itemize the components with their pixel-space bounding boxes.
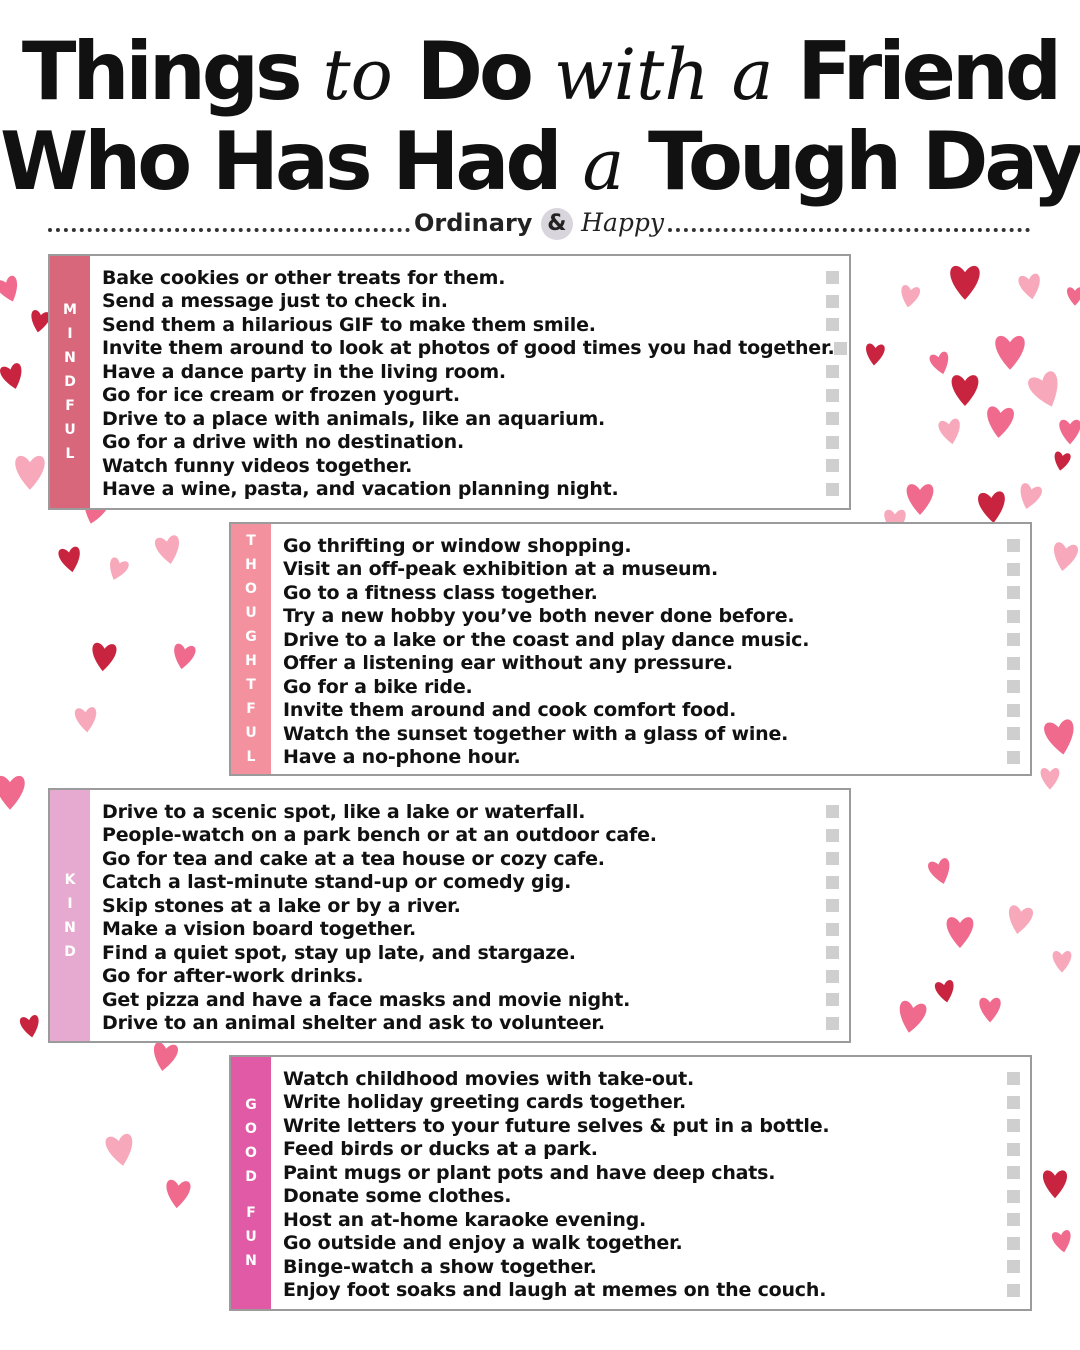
list-item-text: Write holiday greeting cards together. bbox=[283, 1091, 686, 1114]
section-tab-kind bbox=[50, 790, 90, 1041]
list-item bbox=[102, 478, 839, 502]
list-item bbox=[283, 1067, 1020, 1091]
list-item bbox=[283, 746, 1020, 770]
list-item bbox=[102, 337, 839, 361]
list-item bbox=[283, 1114, 1020, 1138]
heart-icon bbox=[907, 484, 934, 515]
list-item bbox=[283, 1161, 1020, 1185]
list-item bbox=[283, 1232, 1020, 1256]
heart-icon bbox=[150, 1041, 179, 1073]
tab-letter: T bbox=[246, 677, 256, 693]
checkbox[interactable] bbox=[1007, 704, 1020, 717]
list-item bbox=[283, 722, 1020, 746]
list-item bbox=[283, 652, 1020, 676]
title-line2-part: Tough Day bbox=[624, 115, 1080, 208]
title-line1-part: Things bbox=[21, 25, 323, 118]
checkbox[interactable] bbox=[1007, 563, 1020, 576]
list-item bbox=[102, 313, 839, 337]
tab-letter: T bbox=[246, 533, 256, 549]
heart-icon bbox=[865, 343, 886, 366]
heart-icon bbox=[995, 336, 1024, 370]
checklist-good-fun bbox=[283, 1067, 1020, 1302]
checkbox[interactable] bbox=[826, 946, 839, 959]
tab-letter: H bbox=[245, 653, 257, 669]
list-item-text: Binge-watch a show together. bbox=[283, 1255, 597, 1278]
checkbox[interactable] bbox=[1007, 610, 1020, 623]
list-item-text: People-watch on a park bench or at an outdoor cafe. bbox=[102, 824, 657, 847]
heart-icon bbox=[896, 1000, 928, 1035]
tab-letter: F bbox=[65, 398, 75, 414]
tab-letter: D bbox=[64, 943, 76, 960]
tab-letter: L bbox=[65, 446, 75, 462]
checkbox[interactable] bbox=[1007, 1190, 1020, 1203]
list-item bbox=[102, 290, 839, 314]
list-item bbox=[283, 628, 1020, 652]
tab-letter: I bbox=[67, 895, 73, 912]
list-item-text: Go thrifting or window shopping. bbox=[283, 534, 632, 557]
tab-letter: D bbox=[245, 1169, 257, 1185]
list-item-text: Catch a last-minute stand-up or comedy gig. bbox=[102, 871, 572, 894]
section-tab-good-fun bbox=[231, 1057, 271, 1309]
list-item-text: Find a quiet spot, stay up late, and stargaze. bbox=[102, 941, 576, 964]
list-item-text: Go outside and enjoy a walk together. bbox=[283, 1232, 683, 1255]
tab-letter: F bbox=[246, 701, 256, 717]
title-line-1 bbox=[0, 25, 1080, 118]
list-item-text: Go for a drive with no destination. bbox=[102, 431, 464, 454]
checkbox[interactable] bbox=[1007, 680, 1020, 693]
heart-icon bbox=[985, 406, 1014, 439]
list-item-text: Feed birds or ducks at a park. bbox=[283, 1138, 598, 1161]
list-item bbox=[102, 941, 839, 965]
list-item-text: Bake cookies or other treats for them. bbox=[102, 266, 506, 289]
list-item-text: Go for a bike ride. bbox=[283, 675, 473, 698]
checkbox[interactable] bbox=[826, 993, 839, 1006]
list-item-text: Enjoy foot soaks and laugh at memes on the couch. bbox=[283, 1279, 827, 1302]
list-item-text: Offer a listening ear without any pressure. bbox=[283, 652, 733, 675]
checkbox[interactable] bbox=[826, 852, 839, 865]
list-item-text: Watch funny videos together. bbox=[102, 454, 413, 477]
list-item-text: Donate some clothes. bbox=[283, 1185, 512, 1208]
heart-icon bbox=[979, 998, 1000, 1023]
checkbox[interactable] bbox=[826, 459, 839, 472]
tab-letter: O bbox=[245, 1145, 257, 1161]
list-item-text: Invite them around and cook comfort food. bbox=[283, 699, 737, 722]
tab-letter: O bbox=[245, 581, 257, 597]
heart-icon bbox=[105, 1133, 137, 1168]
title-line1-part: to bbox=[322, 34, 393, 116]
list-item bbox=[102, 871, 839, 895]
checkbox[interactable] bbox=[826, 412, 839, 425]
checkbox[interactable] bbox=[826, 318, 839, 331]
checklist-thoughtful bbox=[283, 534, 1020, 769]
section-thoughtful bbox=[229, 522, 1032, 776]
tab-letter: K bbox=[64, 871, 76, 888]
dotted-divider-right bbox=[668, 228, 1030, 232]
checkbox[interactable] bbox=[826, 365, 839, 378]
tab-letter: F bbox=[246, 1205, 256, 1221]
list-item-text: Drive to a lake or the coast and play dance music. bbox=[283, 628, 810, 651]
title-line1-part: Do bbox=[392, 25, 554, 118]
heart-icon bbox=[0, 275, 23, 306]
tab-letter: U bbox=[64, 422, 76, 438]
checkbox[interactable] bbox=[1007, 586, 1020, 599]
list-item bbox=[102, 407, 839, 431]
tab-letter: H bbox=[245, 557, 257, 573]
checkbox[interactable] bbox=[1007, 1213, 1020, 1226]
heart-icon bbox=[154, 534, 183, 566]
checkbox[interactable] bbox=[1007, 751, 1020, 764]
brand-name-script: Happy bbox=[581, 208, 664, 237]
heart-icon bbox=[1043, 1170, 1067, 1198]
section-kind bbox=[48, 788, 851, 1043]
heart-icon bbox=[0, 776, 25, 810]
tab-letter: U bbox=[245, 1229, 257, 1245]
checkbox[interactable] bbox=[826, 899, 839, 912]
tab-letter: O bbox=[245, 1121, 257, 1137]
checkbox[interactable] bbox=[826, 970, 839, 983]
list-item bbox=[102, 800, 839, 824]
heart-icon bbox=[1053, 951, 1072, 973]
tab-letter: N bbox=[64, 919, 76, 936]
checkbox[interactable] bbox=[1007, 1119, 1020, 1132]
heart-icon bbox=[1018, 273, 1043, 301]
list-item-text: Send a message just to check in. bbox=[102, 290, 448, 313]
list-item-text: Have a no-phone hour. bbox=[283, 746, 521, 769]
brand-logo bbox=[410, 208, 668, 240]
checkbox[interactable] bbox=[1007, 1237, 1020, 1250]
checkbox[interactable] bbox=[1007, 1143, 1020, 1156]
list-item bbox=[102, 824, 839, 848]
checkbox[interactable] bbox=[834, 342, 847, 355]
tab-letter: G bbox=[245, 1097, 257, 1113]
heart-icon bbox=[1051, 1229, 1073, 1254]
heart-icon bbox=[899, 284, 921, 309]
checkbox[interactable] bbox=[1007, 1166, 1020, 1179]
list-item bbox=[102, 266, 839, 290]
list-item bbox=[102, 894, 839, 918]
list-item bbox=[102, 431, 839, 455]
brand-ampersand-badge: & bbox=[541, 208, 573, 240]
checkbox[interactable] bbox=[826, 1017, 839, 1030]
list-item bbox=[283, 1279, 1020, 1303]
checkbox[interactable] bbox=[1007, 727, 1020, 740]
heart-icon bbox=[938, 418, 963, 446]
heart-icon bbox=[15, 456, 44, 490]
checkbox[interactable] bbox=[826, 295, 839, 308]
checkbox[interactable] bbox=[1007, 1072, 1020, 1085]
list-item-text: Get pizza and have a face masks and movie night. bbox=[102, 988, 631, 1011]
heart-icon bbox=[952, 375, 979, 406]
tab-letter: G bbox=[245, 629, 257, 645]
checkbox[interactable] bbox=[826, 483, 839, 496]
list-item-text: Skip stones at a lake or by a river. bbox=[102, 894, 461, 917]
checkbox[interactable] bbox=[1007, 1260, 1020, 1273]
heart-icon bbox=[58, 546, 83, 574]
list-item-text: Send them a hilarious GIF to make them smile. bbox=[102, 313, 596, 336]
list-item-text: Watch the sunset together with a glass of wine. bbox=[283, 722, 789, 745]
tab-letter: L bbox=[246, 749, 256, 765]
brand-name: Ordinary bbox=[414, 209, 533, 237]
tab-letter: N bbox=[64, 350, 76, 366]
list-item-text: Watch childhood movies with take-out. bbox=[283, 1067, 694, 1090]
checkbox[interactable] bbox=[826, 436, 839, 449]
list-item-text: Paint mugs or plant pots and have deep chats. bbox=[283, 1161, 776, 1184]
list-item bbox=[102, 847, 839, 871]
heart-icon bbox=[105, 556, 130, 583]
list-item-text: Go to a fitness class together. bbox=[283, 581, 598, 604]
heart-icon bbox=[1050, 541, 1079, 573]
checklist-kind bbox=[102, 800, 839, 1035]
heart-icon bbox=[1067, 287, 1080, 306]
tab-letter: U bbox=[245, 605, 257, 621]
list-item-text: Write letters to your future selves & put in a bottle. bbox=[283, 1114, 830, 1137]
list-item bbox=[102, 360, 839, 384]
list-item-text: Drive to a scenic spot, like a lake or waterfall. bbox=[102, 800, 586, 823]
list-item bbox=[102, 384, 839, 408]
list-item-text: Drive to a place with animals, like an aquarium. bbox=[102, 407, 606, 430]
section-good-fun bbox=[229, 1055, 1032, 1311]
list-item bbox=[102, 918, 839, 942]
heart-icon bbox=[1016, 482, 1043, 511]
checkbox[interactable] bbox=[1007, 539, 1020, 552]
list-item bbox=[283, 581, 1020, 605]
checkbox[interactable] bbox=[826, 876, 839, 889]
heart-icon bbox=[165, 1179, 191, 1209]
list-item-text: Have a dance party in the living room. bbox=[102, 360, 506, 383]
heart-icon bbox=[947, 917, 974, 948]
heart-icon bbox=[0, 362, 26, 391]
checkbox[interactable] bbox=[826, 805, 839, 818]
heart-icon bbox=[929, 351, 953, 377]
title-line1-part: Friend bbox=[773, 25, 1059, 118]
title-line2-part: a bbox=[582, 124, 625, 206]
heart-icon bbox=[978, 491, 1007, 524]
list-item bbox=[283, 1185, 1020, 1209]
checkbox[interactable] bbox=[1007, 1096, 1020, 1109]
heart-icon bbox=[171, 643, 196, 671]
section-mindful bbox=[48, 254, 851, 510]
heart-icon bbox=[1043, 718, 1078, 757]
dotted-divider-left bbox=[48, 228, 410, 232]
checkbox[interactable] bbox=[1007, 657, 1020, 670]
list-item-text: Visit an off-peak exhibition at a museum. bbox=[283, 558, 718, 581]
list-item bbox=[102, 965, 839, 989]
list-item bbox=[283, 1138, 1020, 1162]
list-item bbox=[283, 1255, 1020, 1279]
list-item bbox=[102, 1012, 839, 1036]
checkbox[interactable] bbox=[826, 923, 839, 936]
heart-icon bbox=[934, 979, 956, 1004]
checkbox[interactable] bbox=[826, 829, 839, 842]
tab-letter: I bbox=[67, 326, 73, 342]
list-item-text: Host an at-home karaoke evening. bbox=[283, 1208, 647, 1231]
list-item bbox=[283, 558, 1020, 582]
heart-icon bbox=[927, 857, 954, 886]
heart-icon bbox=[1041, 768, 1060, 790]
heart-icon bbox=[19, 1014, 41, 1039]
list-item-text: Go for ice cream or frozen yogurt. bbox=[102, 384, 460, 407]
checklist-mindful bbox=[102, 266, 839, 501]
heart-icon bbox=[950, 266, 979, 300]
tab-letter: N bbox=[245, 1253, 257, 1269]
list-item bbox=[102, 454, 839, 478]
list-item-text: Drive to an animal shelter and ask to volunteer. bbox=[102, 1012, 605, 1035]
list-item-text: Have a wine, pasta, and vacation planning night. bbox=[102, 478, 619, 501]
list-item bbox=[283, 605, 1020, 629]
heart-icon bbox=[1005, 904, 1034, 936]
title-line-2 bbox=[0, 115, 1080, 208]
heart-icon bbox=[91, 642, 117, 672]
checkbox[interactable] bbox=[826, 271, 839, 284]
list-item bbox=[283, 1208, 1020, 1232]
list-item-text: Try a new hobby you’ve both never done before. bbox=[283, 605, 795, 628]
checkbox[interactable] bbox=[1007, 1284, 1020, 1297]
list-item bbox=[283, 1091, 1020, 1115]
tab-letter: D bbox=[64, 374, 76, 390]
heart-icon bbox=[1059, 420, 1080, 445]
list-item bbox=[283, 534, 1020, 558]
section-tab-mindful bbox=[50, 256, 90, 508]
tab-letter: M bbox=[63, 302, 77, 318]
checkbox[interactable] bbox=[1007, 633, 1020, 646]
tab-letter: U bbox=[245, 725, 257, 741]
checkbox[interactable] bbox=[826, 389, 839, 402]
list-item bbox=[283, 675, 1020, 699]
list-item-text: Go for tea and cake at a tea house or cozy cafe. bbox=[102, 847, 605, 870]
list-item bbox=[102, 988, 839, 1012]
list-item-text: Go for after-work drinks. bbox=[102, 965, 364, 988]
list-item-text: Invite them around to look at photos of good times you had together. bbox=[102, 337, 835, 360]
title-line2-part: Who Has Had bbox=[0, 115, 583, 208]
section-tab-thoughtful bbox=[231, 524, 271, 774]
title-line1-part: with a bbox=[553, 34, 774, 116]
list-item-text: Make a vision board together. bbox=[102, 918, 416, 941]
list-item bbox=[283, 699, 1020, 723]
heart-icon bbox=[74, 707, 98, 733]
heart-icon bbox=[1026, 370, 1065, 412]
heart-icon bbox=[1052, 451, 1071, 472]
